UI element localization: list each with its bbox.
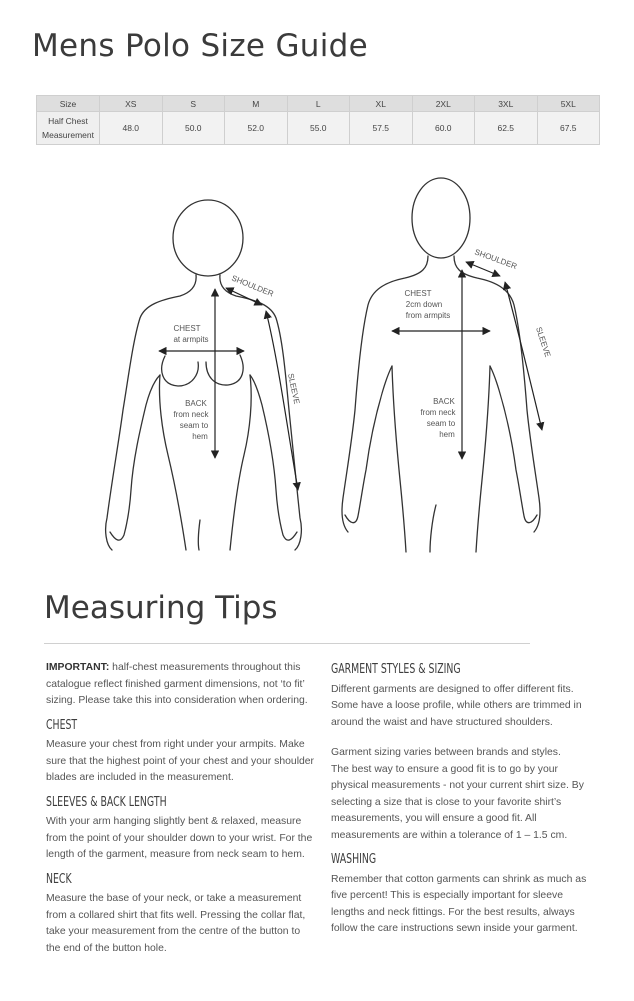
male-leg-line xyxy=(430,505,436,552)
male-back-label: BACK xyxy=(433,397,455,406)
male-right-side xyxy=(476,366,490,552)
garment-text-3: The best way to ensure a good fit is to go by your physical measurements - not your current shirt size. By selecting a size that is close to your favorite shirt’s measurements, you will ensure a good fit. All measurements are within a tolerance of 1 – 1.5 cm. xyxy=(331,763,584,841)
female-back-sub3: hem xyxy=(192,432,208,441)
female-head xyxy=(173,200,243,276)
male-chest-sub2: from armpits xyxy=(405,311,451,320)
half-chest-label-line1: Half Chest xyxy=(48,116,88,126)
male-left-side xyxy=(392,366,406,552)
male-right-outline xyxy=(454,256,540,532)
tips-divider xyxy=(44,643,530,644)
half-chest-value: 48.0 xyxy=(100,112,163,145)
male-chest-sub1: 2cm down xyxy=(405,300,443,309)
female-sleeve-label: SLEEVE xyxy=(286,372,302,405)
male-back-sub1: from neck xyxy=(420,408,456,417)
size-header-cell: S xyxy=(162,96,225,112)
garment-heading: GARMENT STYLES & SIZING xyxy=(331,662,461,677)
size-header-cell: XL xyxy=(350,96,413,112)
half-chest-value: 60.0 xyxy=(412,112,475,145)
half-chest-value: 55.0 xyxy=(287,112,350,145)
male-sleeve-arrow xyxy=(505,282,542,430)
male-back-sub2: seam to xyxy=(426,419,456,428)
male-chest-label: CHEST xyxy=(404,289,432,298)
garment-text-1: Different garments are designed to offer different fits. Some have a loose profile, while others are trimmed in around the waist and have structured shoulders. xyxy=(331,683,582,728)
female-right-side xyxy=(230,375,251,550)
tips-title: Measuring Tips xyxy=(44,590,278,626)
tips-right-column xyxy=(331,662,597,946)
important-note xyxy=(46,660,314,710)
female-right-outline xyxy=(220,275,302,550)
female-left-side xyxy=(159,375,186,550)
half-chest-row xyxy=(37,112,600,145)
half-chest-value: 50.0 xyxy=(162,112,225,145)
washing-text: Remember that cotton garments can shrink as much as five percent! This is especially important for sleeve lengths and neck fittings. For the best results, always follow the care instructions sewn inside your garment. xyxy=(331,873,587,934)
female-shoulder-label: SHOULDER xyxy=(230,273,275,299)
chest-text: Measure your chest from right under your armpits. Make sure that the highest point of your chest and your shoulder blades are included in the measurement. xyxy=(46,739,315,783)
male-shoulder-arrow xyxy=(466,262,500,276)
neck-heading: NECK xyxy=(46,871,72,887)
male-figure xyxy=(342,178,540,552)
half-chest-value: 57.5 xyxy=(350,112,413,145)
half-chest-value: 52.0 xyxy=(225,112,288,145)
half-chest-value: 62.5 xyxy=(475,112,538,145)
male-head xyxy=(412,178,470,258)
sleeves-heading: SLEEVES & BACK LENGTH xyxy=(46,794,167,810)
important-text: half-chest measurements throughout this catalogue reflect finished garment dimensions, not ‘to fit’ sizing. Please take this into consideration when ordering. xyxy=(46,662,308,706)
garment-text-2: Garment sizing varies between brands and styles. xyxy=(331,747,561,758)
half-chest-label-line2: Measurement xyxy=(42,130,94,140)
female-figure xyxy=(106,200,302,550)
size-header-cell: L xyxy=(287,96,350,112)
size-header-cell: 2XL xyxy=(412,96,475,112)
female-back-label: BACK xyxy=(185,399,207,408)
size-header-label: Size xyxy=(37,96,100,112)
important-label: IMPORTANT: xyxy=(46,662,110,673)
washing-heading: WASHING xyxy=(331,852,377,867)
female-right-bust xyxy=(206,355,243,385)
male-shoulder-label: SHOULDER xyxy=(473,247,519,272)
chest-heading: CHEST xyxy=(46,717,78,733)
page-title: Mens Polo Size Guide xyxy=(32,28,368,64)
size-header-cell: 3XL xyxy=(475,96,538,112)
female-chest-label: CHEST xyxy=(173,324,201,333)
size-header-cell: M xyxy=(225,96,288,112)
female-chest-sub: at armpits xyxy=(173,335,209,344)
half-chest-value: 67.5 xyxy=(537,112,600,145)
female-leg-line xyxy=(198,520,200,550)
tips-left-column xyxy=(46,660,314,965)
male-back-sub3: hem xyxy=(439,430,455,439)
size-table xyxy=(36,95,600,145)
size-header-row xyxy=(37,96,600,112)
size-header-cell: XS xyxy=(100,96,163,112)
measurement-diagram xyxy=(0,165,634,585)
female-back-sub1: from neck xyxy=(173,410,209,419)
half-chest-label xyxy=(37,112,100,145)
female-back-sub2: seam to xyxy=(179,421,209,430)
male-sleeve-label: SLEEVE xyxy=(534,325,553,359)
size-header-cell: 5XL xyxy=(537,96,600,112)
neck-text: Measure the base of your neck, or take a measurement from a collared shirt that fits well. Pressing the collar flat, take your measurement from the centre of the button to the end of the button hole. xyxy=(46,893,306,954)
sleeves-text: With your arm hanging slightly bent & relaxed, measure from the point of your shoulder down to your wrist. For the length of the garment, measure from neck seam to hem. xyxy=(46,816,313,860)
female-left-bust xyxy=(162,356,199,386)
